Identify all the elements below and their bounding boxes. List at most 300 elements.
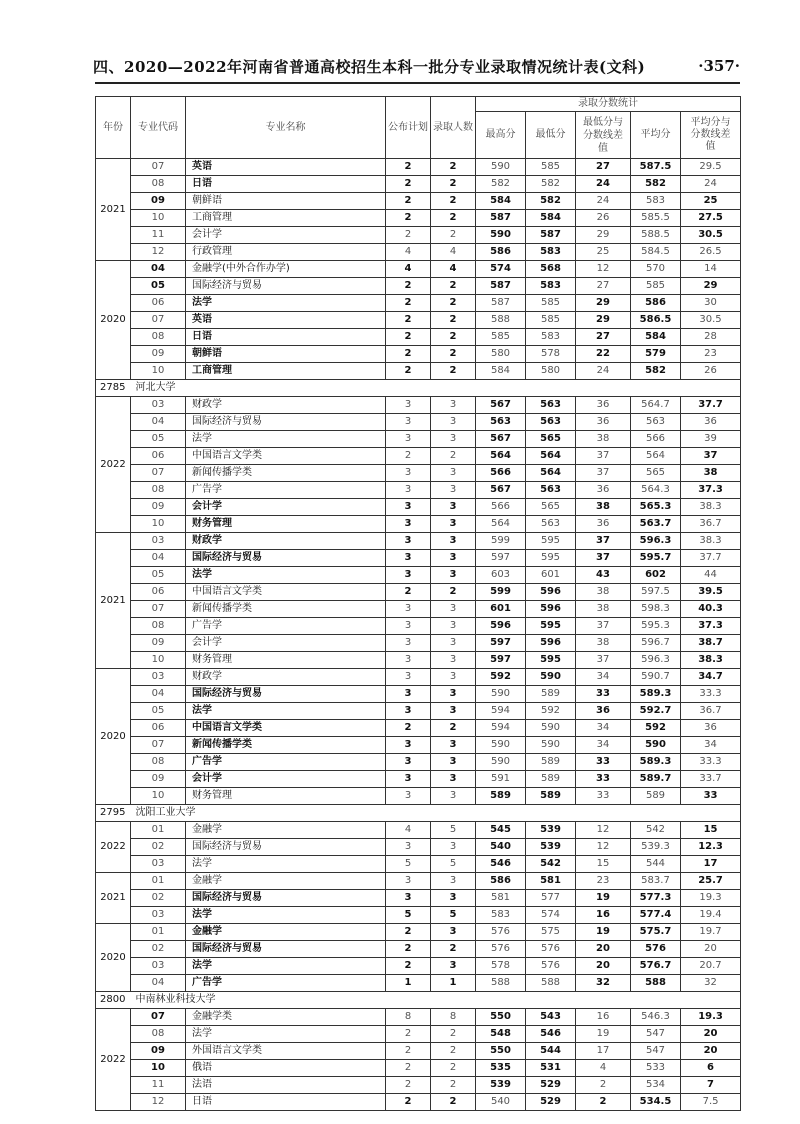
cell-diff: 38: [576, 635, 631, 652]
cell-avg: 579: [631, 346, 681, 363]
cell-diff: 16: [576, 1009, 631, 1026]
cell-code: 07: [131, 737, 186, 754]
cell-major: 法学: [186, 1026, 386, 1043]
cell-code: 05: [131, 278, 186, 295]
cell-max: 545: [476, 822, 526, 839]
cell-plan: 3: [386, 567, 431, 584]
cell-diff: 36: [576, 397, 631, 414]
cell-admitted: 2: [431, 1060, 476, 1077]
cell-diff: 36: [576, 516, 631, 533]
header-rule: [95, 82, 740, 84]
cell-max: 599: [476, 533, 526, 550]
cell-min: 544: [526, 1043, 576, 1060]
cell-min: 529: [526, 1094, 576, 1111]
cell-avg: 564: [631, 448, 681, 465]
table-body: [96, 159, 741, 1111]
cell-min: 583: [526, 244, 576, 261]
cell-avg-diff: 15: [681, 822, 741, 839]
cell-diff: 12: [576, 839, 631, 856]
cell-plan: 3: [386, 550, 431, 567]
cell-avg: 596.3: [631, 533, 681, 550]
cell-max: 590: [476, 686, 526, 703]
cell-avg: 584: [631, 329, 681, 346]
cell-diff: 29: [576, 312, 631, 329]
cell-diff: 24: [576, 193, 631, 210]
cell-diff: 33: [576, 771, 631, 788]
cell-major: 财务管理: [186, 788, 386, 805]
table-row: [96, 482, 741, 499]
cell-min: 582: [526, 176, 576, 193]
cell-plan: 4: [386, 244, 431, 261]
cell-min: 590: [526, 737, 576, 754]
table-row: [96, 652, 741, 669]
cell-major: 金融学类: [186, 1009, 386, 1026]
cell-admitted: 2: [431, 1043, 476, 1060]
cell-code: 10: [131, 210, 186, 227]
cell-code: 03: [131, 907, 186, 924]
cell-min: 563: [526, 482, 576, 499]
cell-code: 10: [131, 788, 186, 805]
cell-avg-diff: 19.3: [681, 1009, 741, 1026]
cell-code: 08: [131, 482, 186, 499]
cell-max: 574: [476, 261, 526, 278]
cell-min: 542: [526, 856, 576, 873]
cell-avg-diff: 37.3: [681, 618, 741, 635]
cell-major: 国际经济与贸易: [186, 839, 386, 856]
cell-plan: 2: [386, 312, 431, 329]
cell-avg-diff: 40.3: [681, 601, 741, 618]
cell-admitted: 3: [431, 567, 476, 584]
cell-avg-diff: 38.7: [681, 635, 741, 652]
header-avg: 平均分: [631, 112, 681, 159]
table-row: [96, 1060, 741, 1077]
cell-diff: 38: [576, 431, 631, 448]
cell-max: 550: [476, 1043, 526, 1060]
header-diff: 最低分与分数线差值: [576, 112, 631, 159]
table-row: [96, 176, 741, 193]
cell-code: 08: [131, 618, 186, 635]
cell-major: 金融学: [186, 822, 386, 839]
cell-major: 法学: [186, 958, 386, 975]
cell-avg-diff: 27.5: [681, 210, 741, 227]
cell-year: 2020: [96, 669, 131, 805]
table-row: [96, 346, 741, 363]
cell-avg: 586.5: [631, 312, 681, 329]
table-row: [96, 159, 741, 176]
cell-plan: 2: [386, 958, 431, 975]
cell-min: 589: [526, 686, 576, 703]
page-header: [40, 52, 740, 80]
cell-code: 03: [131, 958, 186, 975]
cell-avg-diff: 34.7: [681, 669, 741, 686]
cell-code: 02: [131, 839, 186, 856]
cell-max: 590: [476, 754, 526, 771]
cell-avg: 534: [631, 1077, 681, 1094]
header-avg-diff: 平均分与分数线差值: [681, 112, 741, 159]
cell-avg: 547: [631, 1043, 681, 1060]
cell-diff: 33: [576, 686, 631, 703]
cell-code: 07: [131, 312, 186, 329]
cell-min: 588: [526, 975, 576, 992]
cell-min: 589: [526, 754, 576, 771]
cell-avg: 547: [631, 1026, 681, 1043]
cell-plan: 3: [386, 754, 431, 771]
cell-admitted: 5: [431, 907, 476, 924]
cell-major: 法学: [186, 295, 386, 312]
cell-plan: 1: [386, 975, 431, 992]
cell-diff: 17: [576, 1043, 631, 1060]
cell-avg-diff: 33: [681, 788, 741, 805]
cell-min: 595: [526, 550, 576, 567]
cell-avg: 589.3: [631, 686, 681, 703]
table-row: [96, 499, 741, 516]
cell-avg-diff: 20: [681, 1043, 741, 1060]
cell-avg-diff: 25: [681, 193, 741, 210]
cell-max: 540: [476, 1094, 526, 1111]
cell-plan: 3: [386, 499, 431, 516]
cell-diff: 32: [576, 975, 631, 992]
cell-max: 597: [476, 550, 526, 567]
cell-major: 金融学: [186, 924, 386, 941]
cell-avg-diff: 38.3: [681, 652, 741, 669]
cell-admitted: 3: [431, 431, 476, 448]
cell-min: 590: [526, 669, 576, 686]
cell-avg: 576: [631, 941, 681, 958]
cell-admitted: 5: [431, 856, 476, 873]
cell-avg: 539.3: [631, 839, 681, 856]
cell-admitted: 3: [431, 958, 476, 975]
cell-major: 国际经济与贸易: [186, 686, 386, 703]
cell-code: 05: [131, 703, 186, 720]
cell-plan: 3: [386, 601, 431, 618]
cell-major: 广告学: [186, 482, 386, 499]
cell-plan: 5: [386, 856, 431, 873]
cell-diff: 29: [576, 295, 631, 312]
school-name: 2800 中南林业科技大学: [96, 992, 741, 1009]
cell-diff: 16: [576, 907, 631, 924]
cell-min: 539: [526, 839, 576, 856]
cell-code: 01: [131, 924, 186, 941]
cell-avg: 596.3: [631, 652, 681, 669]
cell-major: 日语: [186, 176, 386, 193]
header-plan: 公布计划: [386, 97, 431, 159]
cell-admitted: 3: [431, 397, 476, 414]
cell-admitted: 2: [431, 329, 476, 346]
cell-avg-diff: 38.3: [681, 499, 741, 516]
cell-admitted: 3: [431, 737, 476, 754]
table-header: [96, 97, 741, 159]
cell-avg: 583: [631, 193, 681, 210]
cell-admitted: 2: [431, 193, 476, 210]
cell-major: 日语: [186, 329, 386, 346]
cell-min: 596: [526, 601, 576, 618]
cell-max: 539: [476, 1077, 526, 1094]
cell-code: 09: [131, 635, 186, 652]
cell-plan: 3: [386, 465, 431, 482]
table-row: [96, 1094, 741, 1111]
cell-avg-diff: 12.3: [681, 839, 741, 856]
cell-avg: 589: [631, 788, 681, 805]
cell-plan: 8: [386, 1009, 431, 1026]
cell-admitted: 3: [431, 873, 476, 890]
cell-code: 10: [131, 363, 186, 380]
cell-max: 586: [476, 873, 526, 890]
cell-avg-diff: 24: [681, 176, 741, 193]
cell-plan: 2: [386, 159, 431, 176]
cell-plan: 2: [386, 176, 431, 193]
cell-admitted: 8: [431, 1009, 476, 1026]
cell-plan: 2: [386, 941, 431, 958]
cell-plan: 3: [386, 533, 431, 550]
cell-max: 592: [476, 669, 526, 686]
cell-plan: 2: [386, 720, 431, 737]
cell-min: 584: [526, 210, 576, 227]
cell-diff: 34: [576, 669, 631, 686]
cell-admitted: 2: [431, 312, 476, 329]
cell-admitted: 3: [431, 890, 476, 907]
cell-plan: 2: [386, 1060, 431, 1077]
cell-major: 广告学: [186, 618, 386, 635]
cell-admitted: 2: [431, 1094, 476, 1111]
cell-major: 财政学: [186, 397, 386, 414]
cell-code: 07: [131, 159, 186, 176]
cell-admitted: 3: [431, 839, 476, 856]
cell-major: 会计学: [186, 499, 386, 516]
cell-major: 会计学: [186, 771, 386, 788]
cell-diff: 34: [576, 720, 631, 737]
cell-avg-diff: 19.3: [681, 890, 741, 907]
cell-avg: 585.5: [631, 210, 681, 227]
cell-year: 2022: [96, 1009, 131, 1111]
header-major: 专业名称: [186, 97, 386, 159]
cell-plan: 3: [386, 873, 431, 890]
table-row: [96, 771, 741, 788]
cell-admitted: 3: [431, 533, 476, 550]
cell-avg-diff: 20.7: [681, 958, 741, 975]
table-row: [96, 975, 741, 992]
cell-avg: 597.5: [631, 584, 681, 601]
table-row: [96, 1026, 741, 1043]
cell-code: 09: [131, 193, 186, 210]
cell-code: 11: [131, 1077, 186, 1094]
cell-admitted: 3: [431, 550, 476, 567]
cell-max: 597: [476, 635, 526, 652]
cell-diff: 37: [576, 618, 631, 635]
cell-min: 563: [526, 414, 576, 431]
cell-code: 08: [131, 754, 186, 771]
cell-min: 563: [526, 397, 576, 414]
cell-plan: 3: [386, 516, 431, 533]
cell-admitted: 2: [431, 346, 476, 363]
cell-avg: 588: [631, 975, 681, 992]
cell-avg: 577.3: [631, 890, 681, 907]
cell-avg-diff: 20: [681, 1026, 741, 1043]
cell-code: 08: [131, 176, 186, 193]
cell-admitted: 2: [431, 1026, 476, 1043]
cell-min: 596: [526, 635, 576, 652]
cell-avg-diff: 29.5: [681, 159, 741, 176]
cell-avg: 565: [631, 465, 681, 482]
cell-code: 09: [131, 499, 186, 516]
cell-diff: 4: [576, 1060, 631, 1077]
cell-avg: 582: [631, 176, 681, 193]
cell-max: 564: [476, 448, 526, 465]
cell-max: 550: [476, 1009, 526, 1026]
cell-diff: 25: [576, 244, 631, 261]
cell-plan: 3: [386, 652, 431, 669]
cell-max: 563: [476, 414, 526, 431]
cell-max: 594: [476, 703, 526, 720]
cell-avg-diff: 19.4: [681, 907, 741, 924]
cell-major: 金融学: [186, 873, 386, 890]
cell-avg-diff: 33.3: [681, 686, 741, 703]
cell-diff: 20: [576, 958, 631, 975]
cell-max: 548: [476, 1026, 526, 1043]
cell-min: 531: [526, 1060, 576, 1077]
cell-min: 581: [526, 873, 576, 890]
cell-avg-diff: 37.3: [681, 482, 741, 499]
cell-major: 国际经济与贸易: [186, 890, 386, 907]
cell-min: 585: [526, 295, 576, 312]
cell-avg-diff: 36: [681, 720, 741, 737]
cell-diff: 19: [576, 1026, 631, 1043]
cell-plan: 3: [386, 703, 431, 720]
cell-max: 535: [476, 1060, 526, 1077]
table-row: [96, 329, 741, 346]
cell-max: 594: [476, 720, 526, 737]
cell-avg-diff: 26.5: [681, 244, 741, 261]
cell-avg: 564.3: [631, 482, 681, 499]
cell-code: 07: [131, 601, 186, 618]
cell-major: 财政学: [186, 533, 386, 550]
cell-min: 592: [526, 703, 576, 720]
cell-code: 02: [131, 941, 186, 958]
table-row: [96, 550, 741, 567]
cell-major: 新闻传播学类: [186, 601, 386, 618]
cell-avg-diff: 26: [681, 363, 741, 380]
cell-max: 585: [476, 329, 526, 346]
cell-admitted: 2: [431, 720, 476, 737]
cell-max: 587: [476, 295, 526, 312]
cell-avg: 586: [631, 295, 681, 312]
cell-year: 2022: [96, 397, 131, 533]
cell-avg: 565.3: [631, 499, 681, 516]
cell-major: 法学: [186, 856, 386, 873]
cell-plan: 3: [386, 635, 431, 652]
cell-avg: 584.5: [631, 244, 681, 261]
cell-max: 586: [476, 244, 526, 261]
table-row: [96, 210, 741, 227]
school-name: 2795 沈阳工业大学: [96, 805, 741, 822]
cell-diff: 2: [576, 1077, 631, 1094]
cell-avg-diff: 19.7: [681, 924, 741, 941]
cell-admitted: 3: [431, 754, 476, 771]
cell-code: 03: [131, 397, 186, 414]
cell-code: 07: [131, 1009, 186, 1026]
cell-admitted: 3: [431, 635, 476, 652]
cell-avg: 575.7: [631, 924, 681, 941]
cell-max: 567: [476, 397, 526, 414]
cell-plan: 2: [386, 193, 431, 210]
cell-avg-diff: 30: [681, 295, 741, 312]
cell-plan: 3: [386, 397, 431, 414]
table-row: [96, 788, 741, 805]
table-row: [96, 278, 741, 295]
cell-avg-diff: 33.7: [681, 771, 741, 788]
cell-max: 590: [476, 227, 526, 244]
cell-avg-diff: 30.5: [681, 227, 741, 244]
cell-code: 10: [131, 516, 186, 533]
cell-year: 2021: [96, 159, 131, 261]
cell-max: 584: [476, 193, 526, 210]
cell-diff: 37: [576, 533, 631, 550]
cell-avg: 602: [631, 567, 681, 584]
table-row: [96, 516, 741, 533]
table-row: [96, 958, 741, 975]
cell-avg-diff: 20: [681, 941, 741, 958]
header-year: 年份: [96, 97, 131, 159]
cell-avg-diff: 30.5: [681, 312, 741, 329]
cell-plan: 2: [386, 210, 431, 227]
cell-avg: 585: [631, 278, 681, 295]
cell-major: 国际经济与贸易: [186, 550, 386, 567]
table-row: [96, 397, 741, 414]
cell-avg: 590.7: [631, 669, 681, 686]
table-row: [96, 431, 741, 448]
cell-plan: 2: [386, 1094, 431, 1111]
cell-code: 06: [131, 720, 186, 737]
cell-plan: 5: [386, 907, 431, 924]
cell-max: 567: [476, 482, 526, 499]
cell-code: 01: [131, 822, 186, 839]
table-row: [96, 584, 741, 601]
header-code: 专业代码: [131, 97, 186, 159]
cell-plan: 2: [386, 346, 431, 363]
admission-table: [95, 96, 741, 1111]
cell-avg: 563.7: [631, 516, 681, 533]
cell-min: 563: [526, 516, 576, 533]
cell-diff: 33: [576, 754, 631, 771]
cell-plan: 3: [386, 482, 431, 499]
cell-avg: 589.3: [631, 754, 681, 771]
cell-major: 日语: [186, 1094, 386, 1111]
cell-code: 01: [131, 873, 186, 890]
cell-avg-diff: 44: [681, 567, 741, 584]
cell-avg: 570: [631, 261, 681, 278]
cell-min: 589: [526, 788, 576, 805]
cell-avg-diff: 6: [681, 1060, 741, 1077]
cell-admitted: 3: [431, 652, 476, 669]
cell-diff: 37: [576, 465, 631, 482]
cell-plan: 3: [386, 737, 431, 754]
cell-major: 中国语言文学类: [186, 448, 386, 465]
cell-admitted: 2: [431, 448, 476, 465]
cell-admitted: 2: [431, 278, 476, 295]
cell-diff: 37: [576, 550, 631, 567]
cell-major: 中国语言文学类: [186, 720, 386, 737]
cell-major: 朝鲜语: [186, 346, 386, 363]
cell-min: 565: [526, 499, 576, 516]
cell-plan: 2: [386, 584, 431, 601]
cell-avg-diff: 14: [681, 261, 741, 278]
cell-min: 596: [526, 584, 576, 601]
cell-avg-diff: 38: [681, 465, 741, 482]
cell-avg: 592: [631, 720, 681, 737]
cell-max: 591: [476, 771, 526, 788]
header-max: 最高分: [476, 112, 526, 159]
cell-avg-diff: 37.7: [681, 550, 741, 567]
table-row: [96, 567, 741, 584]
